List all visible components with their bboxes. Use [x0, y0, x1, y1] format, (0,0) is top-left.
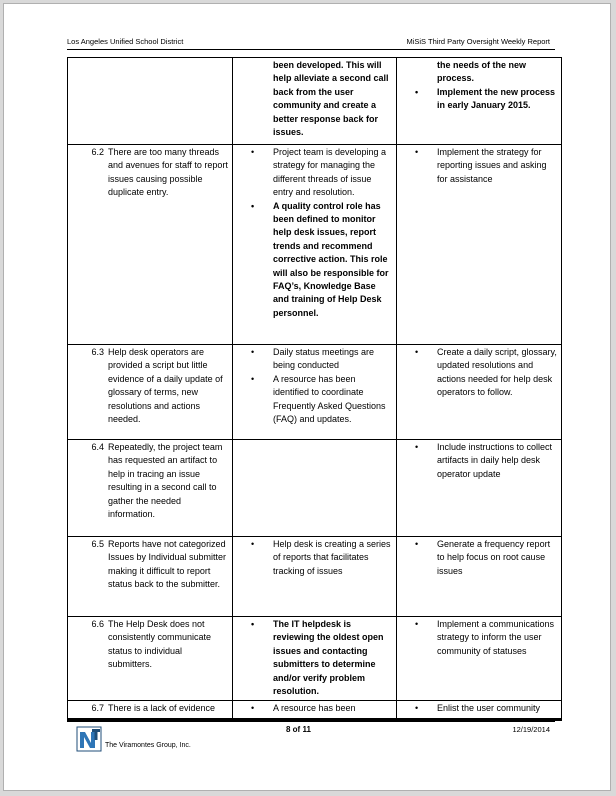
table-row: [68, 440, 562, 537]
document-page: [3, 3, 611, 791]
actions-cell: [233, 537, 397, 617]
issue-cell: [68, 440, 233, 537]
issues-table: [67, 57, 562, 721]
action-continued: been developed. This will help alleviate a second call back from the user community and create a better response back for issues.: [273, 60, 389, 138]
actions-cell: [233, 345, 397, 440]
header-rule: [67, 49, 555, 50]
table-row: [68, 345, 562, 440]
recommendation-item: • Generate a frequency report to help focus on root cause issues: [401, 538, 557, 578]
issue-cell: [68, 617, 233, 701]
report-date: 12/19/2014: [512, 725, 550, 734]
actions-cell: [233, 58, 397, 145]
table-row: [68, 58, 562, 145]
page-number: 8 of 11: [286, 725, 311, 734]
issue-cell: [68, 345, 233, 440]
issue-number: 6.2: [91, 147, 104, 157]
recommendations-cell: [397, 58, 562, 145]
issue-cell: [68, 701, 233, 719]
table-row: [68, 537, 562, 617]
issue-text: Help desk operators are provided a script but little evidence of a daily update of glossary of terms, new resolutions and actions needed.: [108, 347, 223, 425]
recommendation-item: • Implement the new process in early January 2015.: [401, 86, 557, 113]
recommendations-cell: [397, 345, 562, 440]
recommendation-continued: the needs of the new process.: [437, 60, 527, 84]
issue-text: Reports have not categorized Issues by Individual submitter making it difficult to report status back to the submitter.: [108, 539, 227, 590]
action-item: • Daily status meetings are being conducted: [237, 346, 392, 373]
actions-cell: [233, 617, 397, 701]
company-name: The Viramontes Group, Inc.: [105, 742, 191, 749]
issue-text: The Help Desk does not consistently communicate status to individual submitters.: [108, 619, 212, 670]
table-row: [68, 617, 562, 701]
action-item: • A resource has been identified to coordinate Frequently Asked Questions (FAQ) and updates.: [237, 373, 392, 427]
action-item: • The IT helpdesk is reviewing the oldest open issues and contacting submitters to determine and/or verify problem resolution.: [237, 618, 392, 698]
action-item: • A resource has been: [237, 702, 392, 715]
recommendations-cell: [397, 440, 562, 537]
recommendation-item: • Implement a communications strategy to inform the user community of statuses: [401, 618, 557, 658]
issue-text: There are too many threads and avenues for staff to report issues causing possible duplicate entry.: [108, 147, 228, 198]
issue-text: There is a lack of evidence: [108, 703, 216, 714]
action-item: • A quality control role has been defined to monitor help desk issues, report trends and recommend corrective action. This role will also be responsible for FAQ’s, Knowledge Base and training of Help Desk personnel.: [237, 200, 392, 321]
company-logo-icon: [76, 726, 102, 752]
issue-number: 6.7: [91, 703, 104, 714]
issue-cell: [68, 145, 233, 345]
table-row: [68, 145, 562, 345]
action-item: • Project team is developing a strategy for managing the different threads of issue entry and resolution.: [237, 146, 392, 200]
recommendations-cell: [397, 145, 562, 345]
recommendation-item: • Implement the strategy for reporting issues and asking for assistance: [401, 146, 557, 186]
header-district: Los Angeles Unified School District: [67, 37, 184, 46]
issue-cell: [68, 58, 233, 145]
issue-number: 6.4: [91, 442, 104, 452]
recommendations-cell: [397, 701, 562, 719]
issue-number: 6.5: [91, 539, 104, 549]
issue-cell: [68, 537, 233, 617]
actions-cell: [233, 701, 397, 719]
header-report-title: MiSiS Third Party Oversight Weekly Report: [406, 37, 550, 46]
recommendations-cell: [397, 617, 562, 701]
issue-number: 6.3: [91, 347, 104, 357]
issue-text: Repeatedly, the project team has requested an artifact to help in tracing an issue resulting in a second call to gather the needed information.: [108, 442, 223, 520]
recommendations-cell: [397, 537, 562, 617]
footer-rule: [67, 721, 555, 722]
action-item: • Help desk is creating a series of reports that facilitates tracking of issues: [237, 538, 392, 578]
actions-cell: [233, 145, 397, 345]
recommendation-item: • Create a daily script, glossary, updated resolutions and actions needed for help desk operators to follow.: [401, 346, 557, 400]
recommendation-item: • Include instructions to collect artifacts in daily help desk operator update: [401, 441, 557, 481]
table-row: [68, 701, 562, 719]
issue-number: 6.6: [91, 619, 104, 629]
recommendation-item: • Enlist the user community: [401, 702, 557, 715]
actions-cell: [233, 440, 397, 537]
